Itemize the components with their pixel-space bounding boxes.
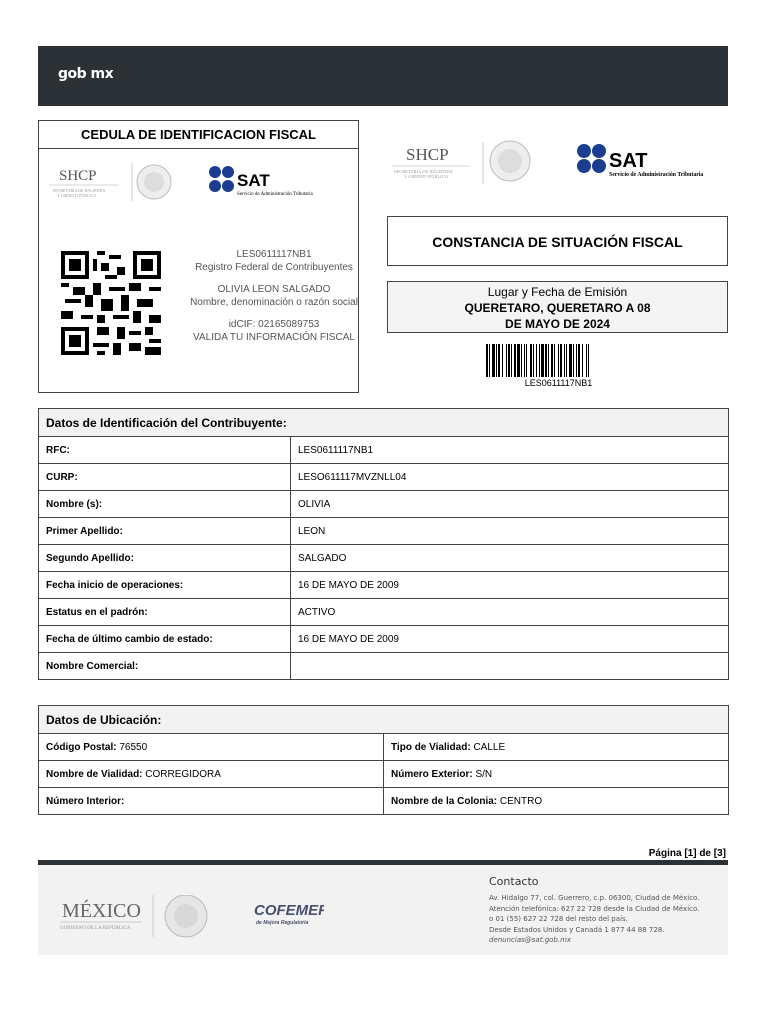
svg-text:de Mejora Regulatoria: de Mejora Regulatoria <box>256 920 309 926</box>
shcp-logo <box>49 159 179 210</box>
svg-text:Y CRÉDITO PÚBLICO: Y CRÉDITO PÚBLICO <box>404 174 449 179</box>
contacto-line: Atención telefónica: 627 22 728 desde la Ciudad de México. <box>489 904 700 913</box>
shcp-logo-text: SHCP <box>59 168 97 184</box>
barcode-bar <box>502 344 503 377</box>
barcode-bar <box>566 344 567 377</box>
cedula-name: OLIVIA LEON SALGADO <box>217 284 331 295</box>
table-row <box>39 653 729 680</box>
emision-box <box>387 281 728 333</box>
field-value: LESO611117MVZNLL04 <box>291 464 729 491</box>
field-label: Fecha de último cambio de estado: <box>39 626 291 653</box>
field-label: Nombre Comercial: <box>39 653 291 680</box>
cedula-rfc-label: Registro Federal de Contribuyentes <box>195 262 353 273</box>
cofemer-logo <box>254 897 324 936</box>
contacto-line: Av. Hidalgo 77, col. Guerrero, c.p. 06300, Ciudad de México. <box>489 894 700 902</box>
table-row <box>39 464 729 491</box>
field-value: S/N <box>475 768 493 780</box>
field-value: OLIVIA <box>291 491 729 518</box>
field-label: Segundo Apellido: <box>39 545 291 572</box>
field-value: LES0611117NB1 <box>291 437 729 464</box>
contacto-line: Desde Estados Unidos y Canadá 1 877 44 88 728. <box>489 925 665 934</box>
ubicacion-title: Datos de Ubicación: <box>39 706 729 734</box>
field-label: Tipo de Vialidad: <box>391 741 471 753</box>
svg-text:SECRETARÍA DE HACIENDA: SECRETARÍA DE HACIENDA <box>53 188 106 193</box>
barcode-bar <box>489 344 490 377</box>
field-label: Código Postal: <box>46 741 117 753</box>
field-label: Primer Apellido: <box>39 518 291 545</box>
field-value: LEON <box>291 518 729 545</box>
barcode-bar <box>551 344 553 377</box>
svg-text:SECRETARÍA DE HACIENDA: SECRETARÍA DE HACIENDA <box>394 169 453 174</box>
barcode-text: LES0611117NB1 <box>524 378 593 388</box>
barcode-bar <box>524 344 525 377</box>
ubicacion-table <box>38 705 729 815</box>
top-bar <box>38 46 728 106</box>
location-cell <box>384 761 729 788</box>
table-row <box>39 788 729 815</box>
location-cell <box>39 788 384 815</box>
field-value: 16 DE MAYO DE 2009 <box>291 572 729 599</box>
shcp-logo-header <box>392 140 537 193</box>
field-value: CORREGIDORA <box>145 768 221 780</box>
barcode-bar <box>586 344 587 377</box>
table-row <box>39 734 729 761</box>
qr-code <box>61 251 161 355</box>
field-label: CURP: <box>39 464 291 491</box>
barcode-bar <box>533 344 534 377</box>
field-label: Nombre de Vialidad: <box>46 768 143 780</box>
barcode-bar <box>492 344 495 377</box>
emision-label: Lugar y Fecha de Emisión <box>487 285 628 299</box>
field-value: 76550 <box>119 741 148 753</box>
table-row <box>39 626 729 653</box>
svg-text:Y CRÉDITO PÚBLICO: Y CRÉDITO PÚBLICO <box>57 193 97 198</box>
field-label: Nombre (s): <box>39 491 291 518</box>
barcode-bar <box>578 344 580 377</box>
cedula-info <box>189 249 359 345</box>
barcode-bar <box>530 344 532 377</box>
table-row <box>39 572 729 599</box>
barcode <box>486 344 631 377</box>
cedula-rfc: LES0611117NB1 <box>236 249 312 260</box>
svg-text:SAT: SAT <box>237 171 270 190</box>
field-value: SALGADO <box>291 545 729 572</box>
barcode-bar <box>506 344 507 377</box>
field-value: CENTRO <box>499 795 543 807</box>
sat-logo <box>207 165 347 204</box>
cedula-valida: VALIDA TU INFORMACIÓN FISCAL <box>193 332 355 343</box>
barcode-bar <box>541 344 544 377</box>
barcode-bar <box>514 344 516 377</box>
svg-text:Servicio de Administración Tri: Servicio de Administración Tributaria <box>237 192 313 197</box>
barcode-bar <box>517 344 520 377</box>
barcode-bar <box>560 344 562 377</box>
table-row <box>39 491 729 518</box>
barcode-bar <box>536 344 537 377</box>
location-cell <box>39 734 384 761</box>
mexico-logo <box>60 895 210 944</box>
table-row <box>39 518 729 545</box>
barcode-bar <box>554 344 555 377</box>
barcode-bar <box>496 344 497 377</box>
table-row <box>39 761 729 788</box>
barcode-bar <box>582 344 583 377</box>
field-label: RFC: <box>39 437 291 464</box>
barcode-bar <box>511 344 512 377</box>
location-cell <box>39 761 384 788</box>
cedula-title: CEDULA DE IDENTIFICACION FISCAL <box>39 121 358 149</box>
identificacion-table <box>38 408 729 680</box>
field-value: CALLE <box>473 741 506 753</box>
cedula-card <box>38 120 359 393</box>
barcode-bar <box>588 344 589 377</box>
constancia-title: CONSTANCIA DE SITUACIÓN FISCAL <box>387 216 728 266</box>
cedula-name-label: Nombre, denominación o razón social <box>190 297 358 308</box>
contacto-email[interactable]: denuncias@sat.gob.mx <box>489 936 572 944</box>
cedula-idcif: idCIF: 02165089753 <box>228 319 320 330</box>
location-cell <box>384 788 729 815</box>
barcode-bar <box>576 344 577 377</box>
barcode-bar <box>558 344 559 377</box>
field-value: 16 DE MAYO DE 2009 <box>291 626 729 653</box>
barcode-bar <box>545 344 547 377</box>
barcode-bar <box>573 344 574 377</box>
barcode-bar <box>548 344 549 377</box>
contacto-title: Contacto <box>489 875 539 888</box>
identificacion-title: Datos de Identificación del Contribuyente: <box>39 409 729 437</box>
location-cell <box>384 734 729 761</box>
emision-line1: QUERETARO, QUERETARO A 08 <box>464 301 651 315</box>
field-value: ACTIVO <box>291 599 729 626</box>
table-row <box>39 599 729 626</box>
barcode-bar <box>539 344 540 377</box>
field-label: Número Interior: <box>46 795 125 807</box>
contacto-line: o 01 (55) 627 22 728 del resto del país. <box>489 915 628 923</box>
field-label: Fecha inicio de operaciones: <box>39 572 291 599</box>
barcode-bar <box>521 344 522 377</box>
contacto-block <box>489 875 724 946</box>
svg-text:GOBIERNO DE LA REPÚBLICA: GOBIERNO DE LA REPÚBLICA <box>60 926 131 931</box>
svg-text:SAT: SAT <box>609 150 648 172</box>
svg-text:MÉXICO: MÉXICO <box>62 900 141 922</box>
barcode-bar <box>526 344 527 377</box>
barcode-bar <box>508 344 510 377</box>
footer <box>38 865 728 955</box>
field-label: Nombre de la Colonia: <box>391 795 498 807</box>
gobmx-logo: gob mx <box>58 66 114 82</box>
page-indicator: Página [1] de [3] <box>648 848 726 859</box>
table-row <box>39 437 729 464</box>
barcode-bar <box>486 344 488 377</box>
barcode-bar <box>498 344 500 377</box>
barcode-bar <box>564 344 565 377</box>
table-row <box>39 545 729 572</box>
svg-text:COFEMER: COFEMER <box>254 902 324 919</box>
svg-text:SHCP: SHCP <box>406 145 449 164</box>
barcode-bar <box>569 344 572 377</box>
svg-text:Servicio de Administración Tri: Servicio de Administración Tributaria <box>609 172 704 178</box>
sat-logo-header <box>576 143 731 186</box>
field-label: Número Exterior: <box>391 768 473 780</box>
field-label: Estatus en el padrón: <box>39 599 291 626</box>
field-value <box>291 653 729 680</box>
emision-line2: DE MAYO DE 2024 <box>505 317 610 331</box>
